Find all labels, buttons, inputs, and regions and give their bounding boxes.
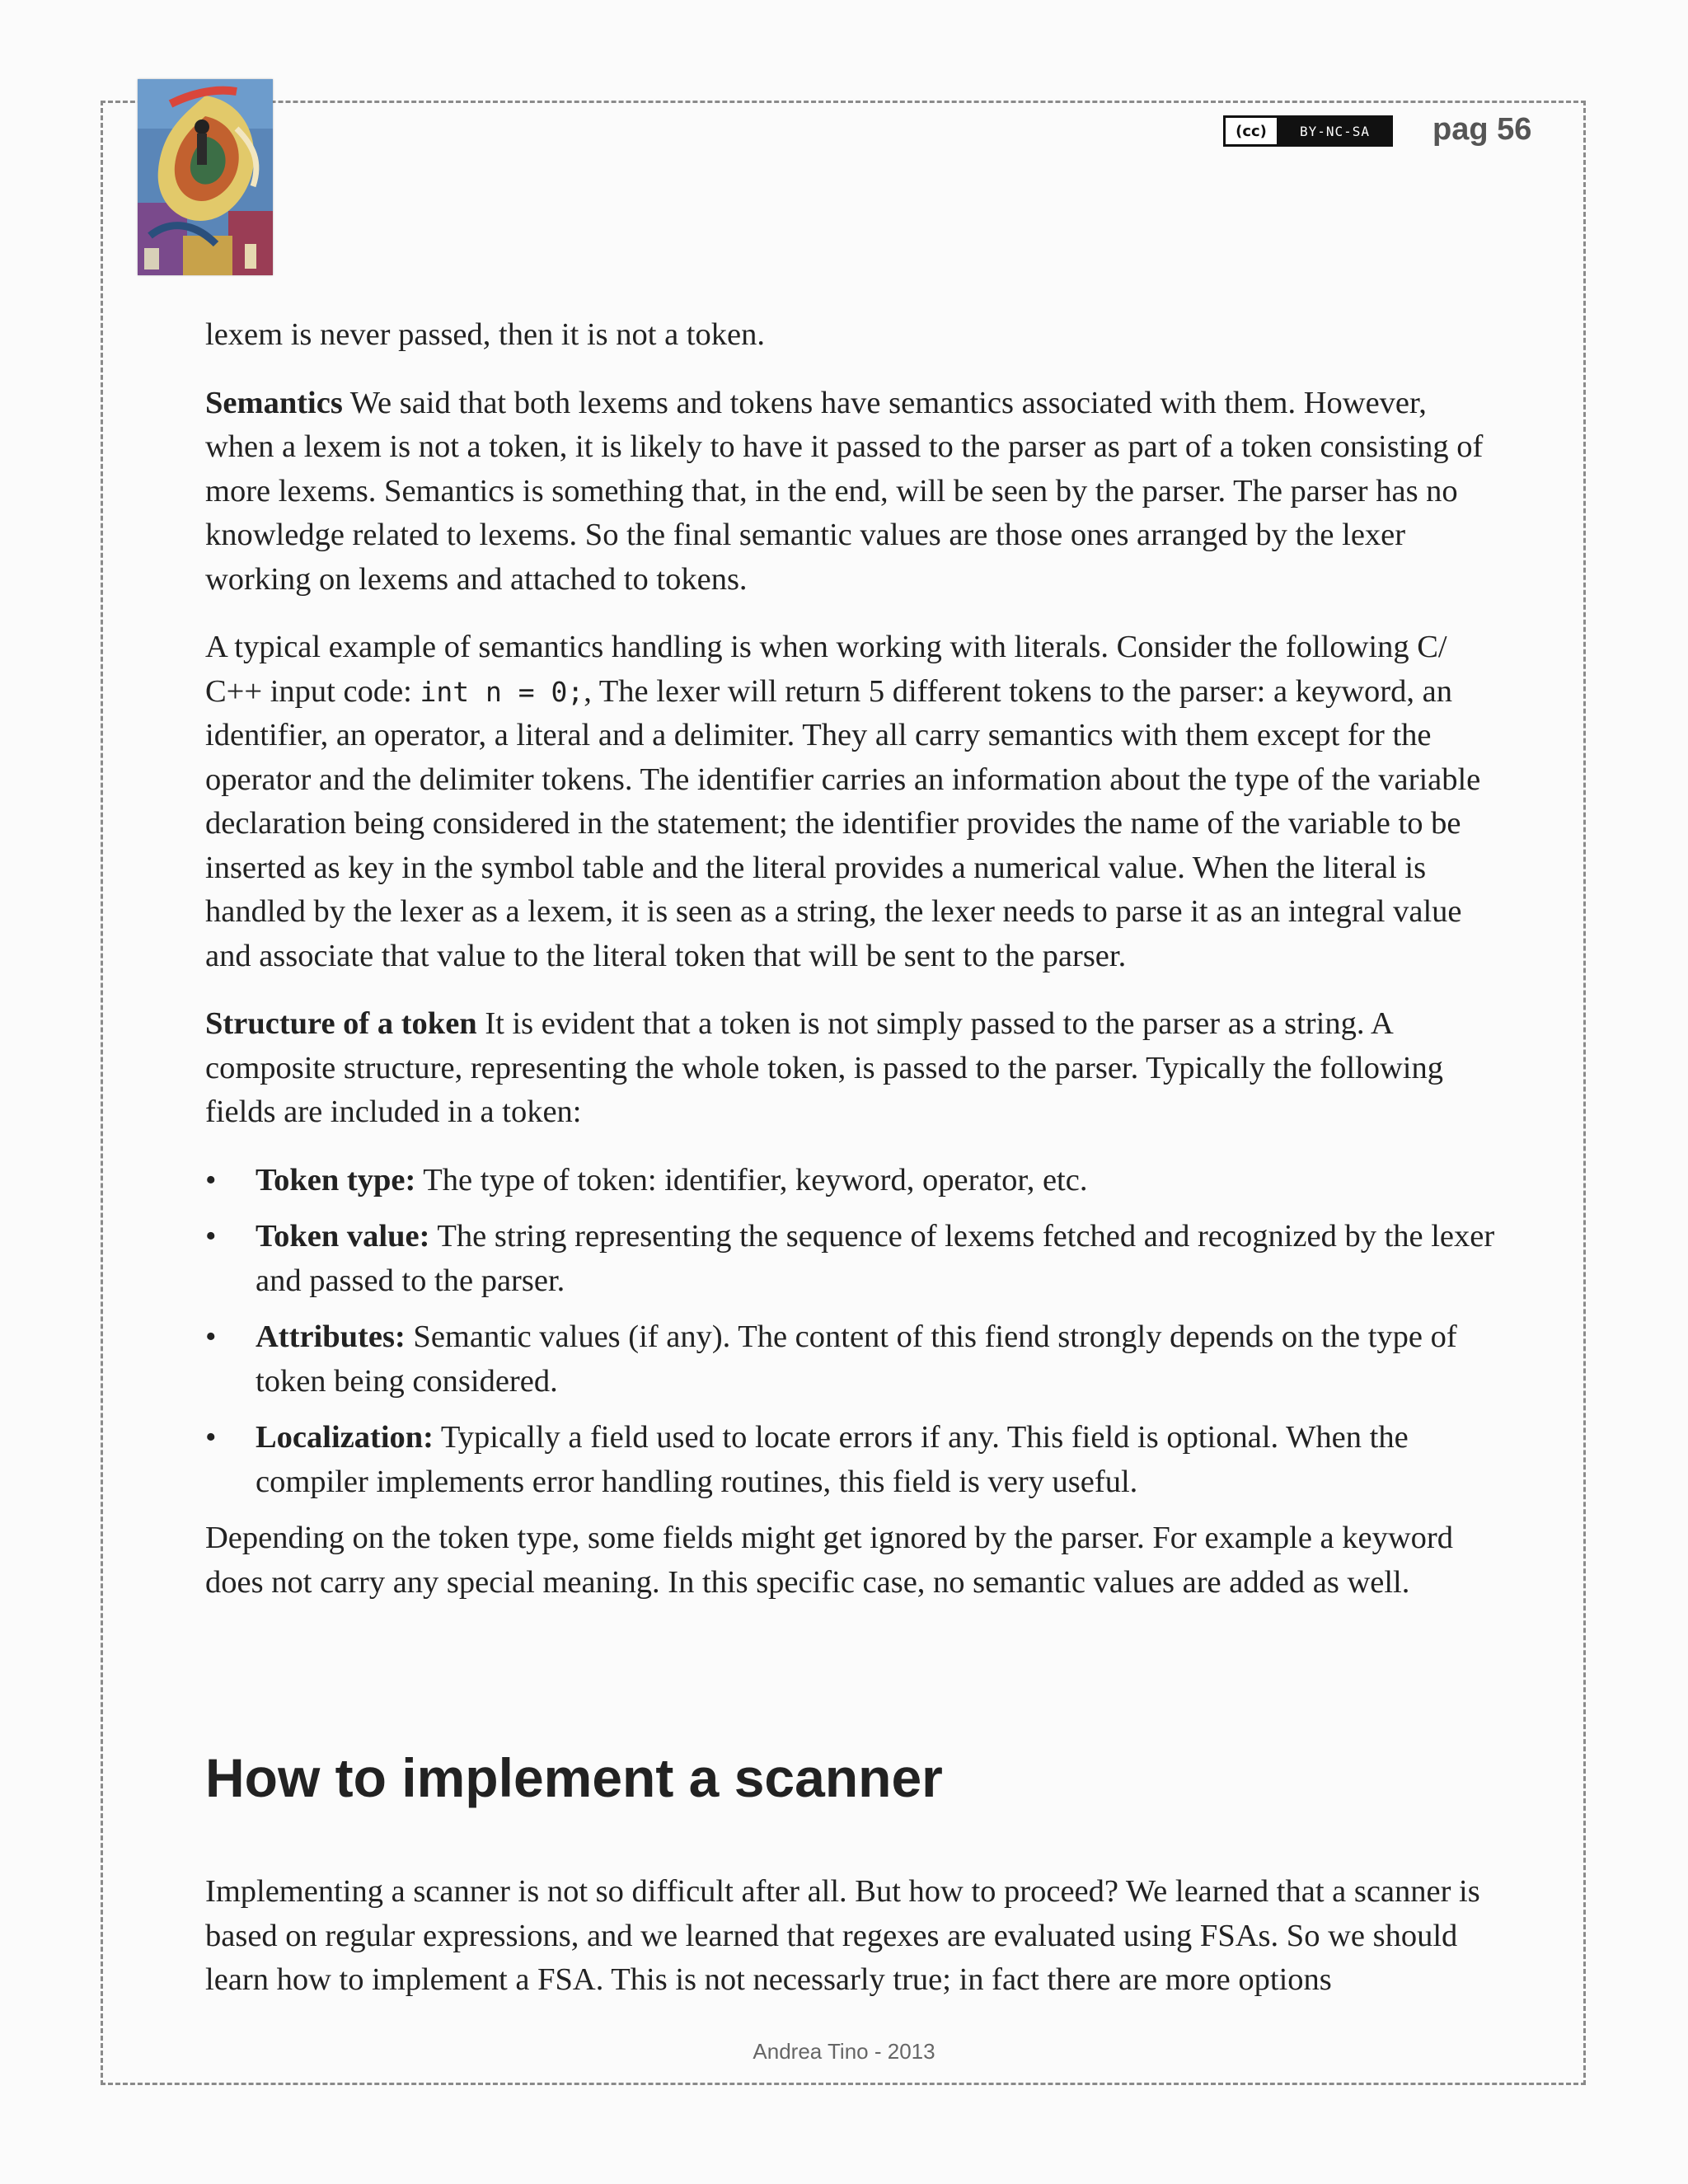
list-item-text: Semantic values (if any). The content of this fiend strongly depends on the type of token being considered. — [256, 1319, 1457, 1399]
bullet-icon: • — [205, 1420, 217, 1455]
bullet-icon: • — [205, 1219, 217, 1254]
list-item-term: Localization: — [256, 1420, 434, 1455]
list-item-text: The string representing the sequence of lexems fetched and recognized by the lexer and passed to the parser. — [256, 1219, 1495, 1298]
cc-license-badge — [1223, 115, 1393, 147]
paragraph-structure — [205, 1002, 1501, 1135]
inline-code: int n = 0; — [420, 675, 584, 708]
section-heading: How to implement a scanner — [205, 1747, 943, 1808]
body-text — [205, 313, 1501, 2003]
paragraph-example — [205, 626, 1501, 978]
page-footer: Andrea Tino - 2013 — [753, 2039, 935, 2064]
list-item-term: Token value: — [256, 1219, 430, 1254]
paragraph: Implementing a scanner is not so difficult after all. But how to proceed? We learned that a scanner is based on regular expressions, and we learned that regexes are evaluated using FSAs. So we should learn how to implement a FSA. This is not necessarly true; in fact there are more options — [205, 1874, 1480, 1997]
paragraph: lexem is never passed, then it is not a token. — [205, 317, 765, 352]
cc-icon: (cc) — [1226, 118, 1279, 144]
paragraph-text: , The lexer will return 5 different tokens to the parser: a keyword, an identifier, an operator, a literal and a delimiter. They all carry semantics with them except for the operator and the delimiter tokens. The identifier carries an information about the type of the variable declaration being considered in the statement; the identifier provides the name of the variable to be inserted as key in the symbol table and the literal provides a numerical value. When the literal is handled by the lexer as a lexem, it is seen as a string, the lexer needs to parse it as an integral value and associate that value to the literal token that will be sent to the parser. — [205, 673, 1481, 973]
list-item-term: Attributes: — [256, 1319, 406, 1354]
list-item — [205, 1215, 1501, 1303]
list-item — [205, 1159, 1501, 1203]
page-number: pag 56 — [1432, 112, 1532, 147]
paragraph-body: We said that both lexems and tokens have semantics associated with them. However, when a lexem is not a token, it is likely to have it passed to the parser as part of a token consisting of more lexems. Semantics is something that, in the end, will be seen by the parser. The parser has no knowledge related to lexems. So the final semantic values are those ones arranged by the lexer working on lexems and attached to tokens. — [205, 385, 1484, 597]
paragraph-semantics — [205, 382, 1501, 602]
list-item — [205, 1315, 1501, 1404]
token-fields-list — [205, 1159, 1501, 1505]
bullet-icon: • — [205, 1162, 217, 1197]
list-item-text: The type of token: identifier, keyword, operator, etc. — [415, 1162, 1088, 1197]
list-item-text: Typically a field used to locate errors if any. This field is optional. When the compiler implements error handling routines, this field is very useful. — [256, 1420, 1409, 1499]
cover-art-thumbnail — [138, 79, 273, 275]
paragraph-lead: Semantics — [205, 385, 343, 420]
paragraph: Depending on the token type, some fields might get ignored by the parser. For example a keyword does not carry any special meaning. In this specific case, no semantic values are added as well. — [205, 1521, 1453, 1600]
paragraph-body: It is evident that a token is not simply passed to the parser as a string. A composite structure, representing the whole token, is passed to the parser. Typically the following fields are included in a token: — [205, 1006, 1444, 1129]
paragraph-text: A typical example of semantics handling is when working with literals. Consider the following C/ C++ input code: — [205, 630, 1447, 709]
license-terms: BY-NC-SA — [1279, 118, 1390, 144]
bullet-icon: • — [205, 1319, 217, 1354]
list-item — [205, 1416, 1501, 1504]
paragraph-lead: Structure of a token — [205, 1006, 477, 1041]
list-item-term: Token type: — [256, 1162, 416, 1197]
